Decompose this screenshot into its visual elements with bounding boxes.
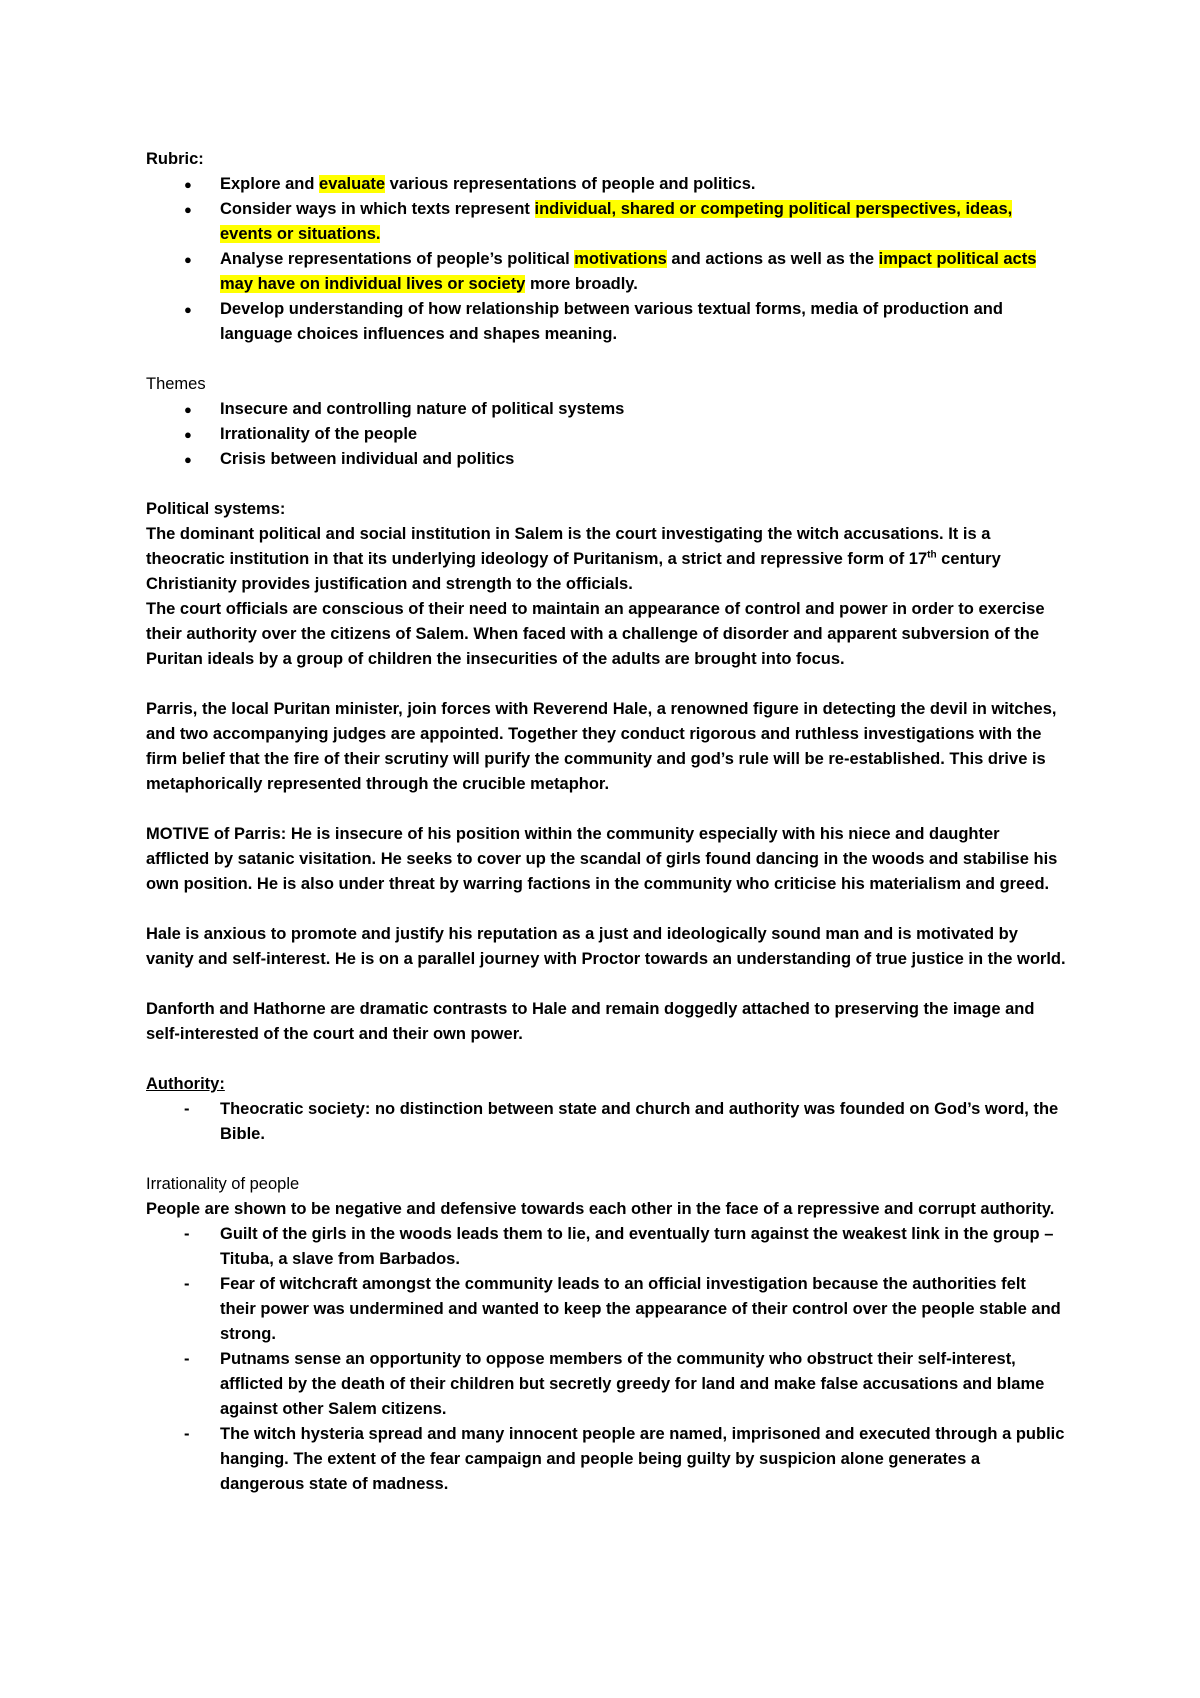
highlighted-text: motivations <box>574 250 667 268</box>
dash-icon: - <box>184 1350 190 1368</box>
irrationality-item-text: Putnams sense an opportunity to oppose members of the community who obstruct their self-interest, afflicted by the death of their children but secretly greedy for land and make false accusations and blame against other Salem citizens. <box>220 1350 1045 1418</box>
irrationality-item <box>146 1272 1066 1347</box>
themes-item <box>146 447 1066 472</box>
bullet-icon: ● <box>184 202 192 217</box>
document-page <box>146 147 1066 1497</box>
themes-heading: Themes <box>146 375 206 393</box>
paragraph-text: The dominant political and social institution in Salem is the court investigating the witch accusations. It is a theocratic institution in that its underlying ideology of Puritanism, a strict and repressive form of 17 <box>146 525 991 568</box>
irrationality-item <box>146 1222 1066 1272</box>
political-systems-paragraph <box>146 522 1066 597</box>
political-systems-heading: Political systems: <box>146 500 286 518</box>
rubric-list <box>146 172 1066 347</box>
themes-item-text: Irrationality of the people <box>220 425 418 443</box>
bullet-icon: ● <box>184 402 192 417</box>
danforth-paragraph: Danforth and Hathorne are dramatic contrasts to Hale and remain doggedly attached to preserving the image and self-interested of the court and their own power. <box>146 1000 1035 1043</box>
rubric-item <box>146 172 1066 197</box>
irrationality-item <box>146 1347 1066 1422</box>
text-segment: Develop understanding of how relationship between various textual forms, media of production and language choices influences and shapes meaning. <box>220 300 1003 343</box>
themes-list <box>146 397 1066 472</box>
text-segment: Consider ways in which texts represent <box>220 200 535 218</box>
highlighted-text: individual, shared or competing political perspectives, ideas, events or situations. <box>220 200 1013 243</box>
bullet-icon: ● <box>184 452 192 467</box>
rubric-item-text <box>220 250 1036 293</box>
irrationality-item-text: The witch hysteria spread and many innocent people are named, imprisoned and executed through a public hanging. The extent of the fear campaign and people being guilty by suspicion alone generates a dangerous state of madness. <box>220 1425 1065 1493</box>
rubric-item <box>146 197 1066 247</box>
text-segment: various representations of people and politics. <box>385 175 756 193</box>
text-segment: and actions as well as the <box>666 250 879 268</box>
irrationality-list <box>146 1222 1066 1497</box>
rubric-item <box>146 247 1066 297</box>
themes-item <box>146 397 1066 422</box>
irrationality-heading: Irrationality of people <box>146 1175 300 1193</box>
rubric-heading: Rubric: <box>146 150 204 168</box>
motive-paragraph: MOTIVE of Parris: He is insecure of his position within the community especially with his niece and daughter afflicted by satanic visitation. He seeks to cover up the scandal of girls found dancing in the woods and stabilise his own position. He is also under threat by warring factions in the community who criticise his materialism and greed. <box>146 825 1058 893</box>
irrationality-item-text: Fear of witchcraft amongst the community leads to an official investigation because the authorities felt their power was undermined and wanted to keep the appearance of their control over the people stable and strong. <box>220 1275 1061 1343</box>
bullet-icon: ● <box>184 177 192 192</box>
bullet-icon: ● <box>184 427 192 442</box>
text-segment: Analyse representations of people’s political <box>220 250 575 268</box>
authority-item <box>146 1097 1066 1147</box>
themes-item-text: Insecure and controlling nature of political systems <box>220 400 625 418</box>
parris-paragraph: Parris, the local Puritan minister, join forces with Reverend Hale, a renowned figure in detecting the devil in witches, and two accompanying judges are appointed. Together they conduct rigorous and ruthless investigations with the firm belief that the fire of their scrutiny will purify the community and god’s rule will be re-established. This drive is metaphorically represented through the crucible metaphor. <box>146 700 1057 793</box>
rubric-item-text <box>220 200 1012 243</box>
court-officials-paragraph: The court officials are conscious of their need to maintain an appearance of control and power in order to exercise their authority over the citizens of Salem. When faced with a challenge of disorder and apparent subversion of the Puritan ideals by a group of children the insecurities of the adults are brought into focus. <box>146 600 1045 668</box>
dash-icon: - <box>184 1275 190 1293</box>
paragraph-text: century Christianity provides justification and strength to the officials. <box>146 550 1001 593</box>
dash-icon: - <box>184 1425 190 1443</box>
hale-paragraph: Hale is anxious to promote and justify his reputation as a just and ideologically sound man and is motivated by vanity and self-interest. He is on a parallel journey with Proctor towards an understanding of true justice in the world. <box>146 925 1066 968</box>
authority-item-text: Theocratic society: no distinction between state and church and authority was founded on God’s word, the Bible. <box>220 1100 1059 1143</box>
themes-item <box>146 422 1066 447</box>
rubric-item <box>146 297 1066 347</box>
rubric-item-text <box>220 300 1003 343</box>
themes-item-text: Crisis between individual and politics <box>220 450 515 468</box>
text-segment: Explore and <box>220 175 320 193</box>
rubric-item-text <box>220 175 756 193</box>
bullet-icon: ● <box>184 302 192 317</box>
dash-icon: - <box>184 1225 190 1243</box>
dash-icon: - <box>184 1100 190 1118</box>
irrationality-item-text: Guilt of the girls in the woods leads them to lie, and eventually turn against the weakest link in the group – Tituba, a slave from Barbados. <box>220 1225 1054 1268</box>
authority-heading: Authority: <box>146 1075 225 1093</box>
superscript: th <box>927 549 937 561</box>
irrationality-intro: People are shown to be negative and defensive towards each other in the face of a repressive and corrupt authority. <box>146 1200 1055 1218</box>
highlighted-text: evaluate <box>319 175 386 193</box>
authority-list <box>146 1097 1066 1147</box>
highlighted-text: impact political acts may have on individual lives or society <box>220 250 1037 293</box>
text-segment: more broadly. <box>525 275 638 293</box>
bullet-icon: ● <box>184 252 192 267</box>
irrationality-item <box>146 1422 1066 1497</box>
